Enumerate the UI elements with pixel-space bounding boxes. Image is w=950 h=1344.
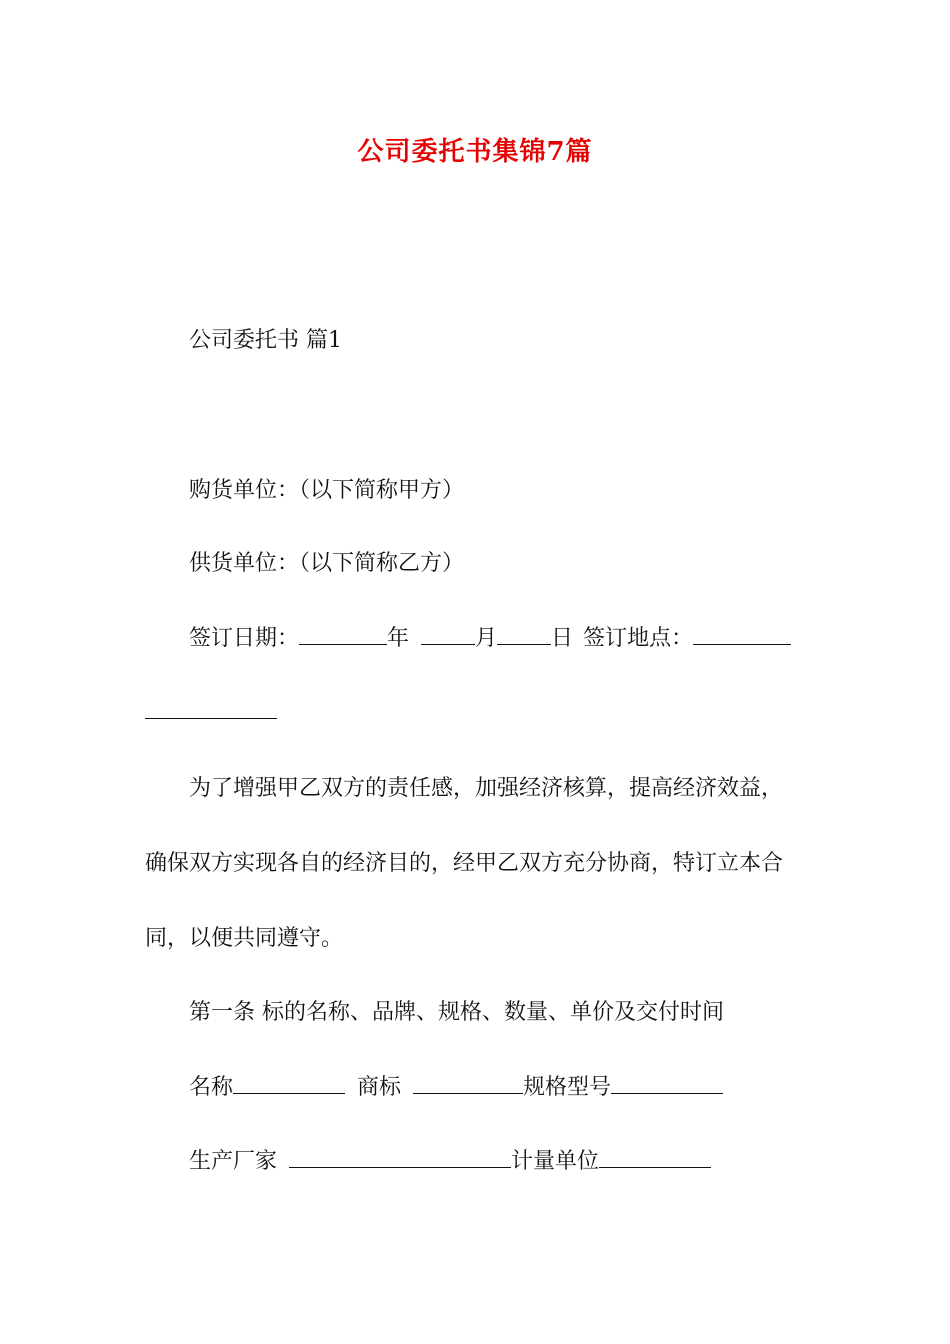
brand-blank xyxy=(413,1073,523,1094)
model-label: 规格型号 xyxy=(523,1075,612,1100)
unit-blank xyxy=(599,1147,711,1168)
year-label: 年 xyxy=(387,626,410,651)
section-heading: 公司委托书 篇1 xyxy=(189,328,342,353)
sign-place-label: 签订地点： xyxy=(583,626,694,651)
sign-place-blank-continued xyxy=(145,698,277,728)
year-blank xyxy=(299,624,387,645)
sign-date-line xyxy=(189,624,791,654)
day-label: 日 xyxy=(551,626,574,651)
buyer-line: 购货单位：（以下简称甲方） xyxy=(189,478,465,503)
article-1-heading: 第一条 标的名称、品牌、规格、数量、单价及交付时间 xyxy=(189,1000,724,1025)
paragraph-line-3: 同，以便共同遵守。 xyxy=(145,926,344,951)
paragraph-line-1: 为了增强甲乙双方的责任感，加强经济核算，提高经济效益， xyxy=(189,776,784,801)
brand-label: 商标 xyxy=(357,1075,402,1100)
model-blank xyxy=(611,1073,723,1094)
manufacturer-blank xyxy=(289,1147,511,1168)
name-brand-model-line xyxy=(189,1073,723,1103)
unit-label: 计量单位 xyxy=(511,1149,600,1174)
document-title: 公司委托书集锦7篇 xyxy=(357,137,593,167)
name-blank xyxy=(233,1073,345,1094)
sign-date-label: 签订日期： xyxy=(189,626,300,651)
manufacturer-label: 生产厂家 xyxy=(189,1149,278,1174)
month-blank xyxy=(421,624,475,645)
sign-place-blank-2 xyxy=(145,698,277,719)
paragraph-line-2: 确保双方实现各自的经济目的，经甲乙双方充分协商，特订立本合 xyxy=(145,851,784,876)
manufacturer-unit-line xyxy=(189,1147,711,1177)
supplier-line: 供货单位：（以下简称乙方） xyxy=(189,551,465,576)
month-label: 月 xyxy=(475,626,498,651)
name-label: 名称 xyxy=(189,1075,234,1100)
day-blank xyxy=(497,624,551,645)
sign-place-blank xyxy=(693,624,791,645)
